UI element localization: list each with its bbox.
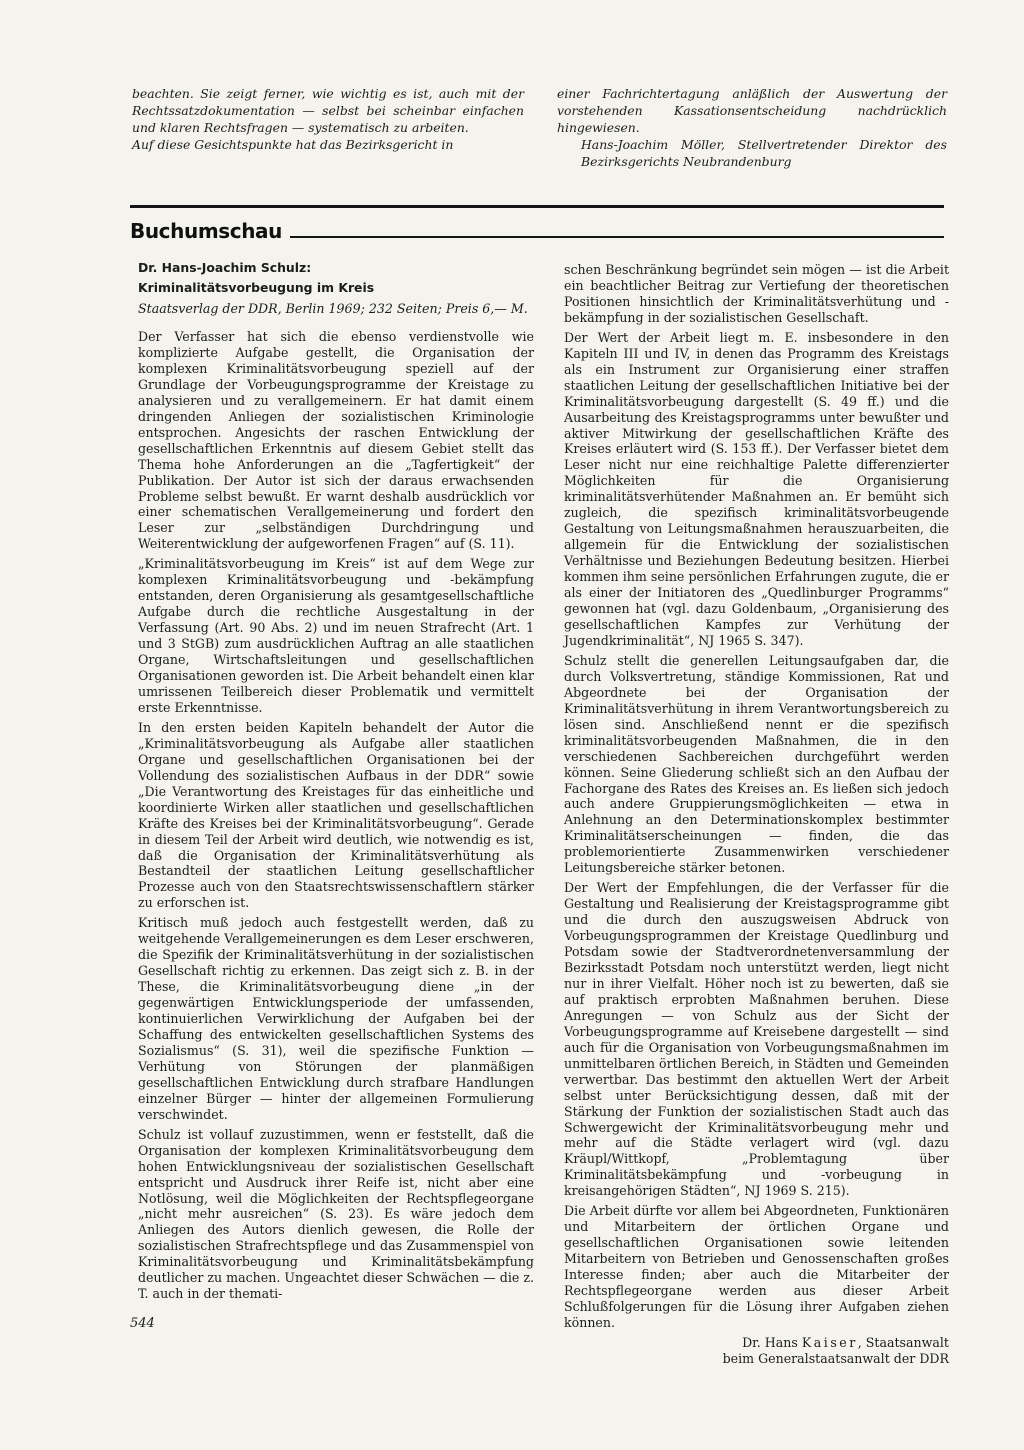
top-left-column: [132, 86, 524, 154]
signature-line-2: beim Generalstaatsanwalt der DDR: [722, 1350, 949, 1366]
top-right-paragraph: einer Fachrichtertagung anläßlich der Auswertung der vorstehenden Kassationsentscheidung nachdrücklich hingewiesen.: [557, 86, 947, 135]
right-paragraph: Der Wert der Empfehlungen, die der Verfasser für die Gestaltung und Realisierung der Kreistagsprogramme gibt und die durch den auszugsweisen Abdruck von Vorbeugungsprogrammen der Kreistage Quedlinburg und Potsdam sowie der Stadtverordnetenversammlung der Bezirksstadt Potsdam noch unterstützt werden, liegt nicht nur in ihrer Vielfalt. Höher noch ist zu bewerten, daß sie auf praktisch erprobten Maßnahmen beruhen. Diese Anregungen — von Schulz aus der Sicht der Vorbeugungsprogramme auf Kreisebene dargestellt — sind auch für die Organisation von Vorbeugungsmaßnahmen im unmittelbaren örtlichen Bereich, in Städten und Gemeinden verwertbar. Das bestimmt den aktuellen Wert der Arbeit selbst unter Berücksichtigung dessen, daß mit der Stärkung der Funktion der sozialistischen Stadt auch das Schwergewicht der Kriminalitätsvorbeugung mehr und mehr auf die Städte verlagert wird (vgl. dazu Kräupl/Wittkopf, „Problemtagung über Kriminalitätsbekämpfung und -vorbeugung in kreisangehörigen Städten“, NJ 1969 S. 215).: [564, 880, 949, 1199]
section-title: Buchumschau: [130, 219, 282, 243]
signature-name: Kaiser: [801, 1334, 858, 1350]
section-rule-top: [130, 205, 944, 208]
right-paragraph: schen Beschränkung begründet sein mögen — ist die Arbeit ein beachtlicher Beitrag zur Vertiefung der theoretischen Positionen hinsichtlich der Kriminalitätsverhütung und -bekämpfung in der sozialistischen Gesellschaft.: [564, 262, 949, 325]
right-paragraph: Schulz stellt die generellen Leitungsaufgaben dar, die durch Volksvertretung, ständige Kommissionen, Rat und Abgeordnete bei der Organisation der Kriminalitätsverhütung in ihrem Verantwortungsbereich zu lösen sind. Anschließend nennt er die spezifisch kriminalitätsvorbeugenden Maßnahmen, die in den verschiedenen Sachbereichen durchgeführt werden können. Seine Gliederung schließt sich an den Aufbau der Fachorgane des Rates des Kreises an. Es ließen sich jedoch auch andere Gruppierungsmöglichkeiten — etwa in Anlehnung an den Determinationskomplex bestimmter Kriminalitätserscheinungen — finden, die das problemorientierte Zusammenwirken verschiedener Leitungsbereiche stärker betonen.: [564, 652, 949, 876]
signature-line-1: Dr. Hans Kaiser, Staatsanwalt: [742, 1334, 949, 1350]
top-left-paragraph: beachten. Sie zeigt ferner, wie wichtig es ist, auch mit der Rechtssatzdokumentation — selbst bei scheinbar einfachen und klaren Rechtsfragen — systematisch zu arbeiten.: [132, 86, 524, 135]
book-publisher: Staatsverlag der DDR, Berlin 1969; 232 Seiten; Preis 6,— M.: [138, 301, 528, 316]
left-paragraph: „Kriminalitätsvorbeugung im Kreis“ ist auf dem Wege zur komplexen Kriminalitätsvorbeugung und -bekämpfung entstanden, deren Organisierung als gesamtgesellschaftliche Aufgabe durch die rechtliche Ausgestaltung in der Verfassung (Art. 90 Abs. 2) und im neuen Strafrecht (Art. 1 und 3 StGB) zum ausdrücklichen Auftrag an alle staatlichen Organe, Wirtschaftsleitungen und gesellschaftlichen Organisationen geworden ist. Die Arbeit behandelt einen klar umrissenen Teilbereich dieser Problematik und vermittelt erste Erkenntnisse.: [138, 556, 534, 715]
right-paragraph: Die Arbeit dürfte vor allem bei Abgeordneten, Funktionären und Mitarbeitern der örtlichen Organe und gesellschaftlichen Organisationen sowie leitenden Mitarbeitern von Betrieben und Genossenschaften großes Interesse finden; aber auch die Mitarbeiter der Rechtspflegeorgane werden aus dieser Arbeit Schlußfolgerungen für die Lösung ihrer Aufgaben ziehen können.: [564, 1203, 949, 1330]
top-right-column: [557, 86, 947, 171]
page-number: 544: [130, 1316, 155, 1331]
review-left-column: [138, 258, 534, 1306]
left-paragraph: Der Verfasser hat sich die ebenso verdienstvolle wie komplizierte Aufgabe gestellt, die Organisation der komplexen Kriminalitätsvorbeugung speziell auf der Grundlage der Vorbeugungsprogramme der Kreistage zu analysieren und zu verallgemeinern. Er hat damit einem dringenden Anliegen der sozialistischen Kriminologie entsprochen. Angesichts der raschen Entwicklung der gesellschaftlichen Erkenntnis auf diesem Gebiet stellt das Thema hohe Anforderungen an die „Tagfertigkeit“ der Publikation. Der Autor ist sich der daraus erwachsenden Probleme selbst bewußt. Er warnt deshalb ausdrücklich vor einer schematischen Verallgemeinerung und fordert den Leser zur „selbständigen Durchdringung und Weiterentwicklung der aufgeworfenen Fragen“ auf (S. 11).: [138, 329, 534, 552]
section-rule-title: [290, 236, 944, 238]
top-signature: Hans-Joachim Möller, Stellvertretender Direktor des Bezirksgerichts Neubrandenburg: [581, 136, 947, 169]
review-right-column: [564, 262, 949, 1367]
top-left-paragraph-2: Auf diese Gesichtspunkte hat das Bezirksgericht in: [132, 136, 454, 152]
left-paragraph: Schulz ist vollauf zuzustimmen, wenn er feststellt, daß die Organisation der komplexen Kriminalitätsvorbeugung dem hohen Entwicklungsniveau der sozialistischen Gesellschaft entspricht und Ausdruck ihrer Reife ist, nicht aber eine Notlösung, weil die Möglichkeiten der Rechtspflegeorgane „nicht mehr ausreichen“ (S. 23). Es wäre jedoch dem Anliegen des Autors dienlich gewesen, die Rolle der sozialistischen Strafrechtspflege und das Zusammenspiel von Kriminalitätsvorbeugung und Kriminalitätsbekämpfung deutlicher zu machen. Ungeachtet dieser Schwächen — die z. T. auch in der themati-: [138, 1126, 534, 1302]
right-paragraph: Der Wert der Arbeit liegt m. E. insbesondere in den Kapiteln III und IV, in denen das Programm des Kreistags als ein Instrument zur Organisierung einer straffen staatlichen Leitung der gesellschaftlichen Initiative bei der Kriminalitätsvorbeugung dargestellt (S. 49 ff.) und die Ausarbeitung des Kreistagsprogramms unter bewußter und aktiver Mitwirkung der gesellschaftlichen Kräfte des Kreises erläutert wird (S. 153 ff.). Der Verfasser bietet dem Leser nicht nur eine reichhaltige Palette differenzierter Möglichkeiten für die Organisierung kriminalitätsverhütender Maßnahmen an. Er bemüht sich zugleich, die spezifisch kriminalitätsvorbeugende Gestaltung von Leitungsmaßnahmen herauszuarbeiten, die allgemein für die Entwicklung der sozialistischen Verhältnisse und Beziehungen Bedeutung besitzen. Hierbei kommen ihm seine persönlichen Erfahrungen zugute, die er als einer der Initiatoren des „Quedlinburger Programms“ gewonnen hat (vgl. dazu Goldenbaum, „Organisierung des gesellschaftlichen Kampfes zur Verhütung der Jugendkriminalität“, NJ 1965 S. 347).: [564, 329, 949, 648]
left-paragraph: Kritisch muß jedoch auch festgestellt werden, daß zu weitgehende Verallgemeinerungen es dem Leser erschweren, die Spezifik der Kriminalitätsverhütung in der sozialistischen Gesellschaft richtig zu erkennen. Das zeigt sich z. B. in der These, die Kriminalitätsvorbeugung diene „in der gegenwärtigen Entwicklungsperiode der umfassenden, kontinuierlichen Verwirklichung der Aufgaben bei der Schaffung des entwickelten gesellschaftlichen Systems des Sozialismus“ (S. 31), weil die spezifische Funktion — Verhütung von Störungen der planmäßigen gesellschaftlichen Entwicklung durch strafbare Handlungen einzelner Bürger — hinter der allgemeinen Formulierung verschwindet.: [138, 915, 534, 1122]
book-title: Kriminalitätsvorbeugung im Kreis: [138, 280, 375, 295]
review-signature: [564, 1335, 949, 1367]
book-author: Dr. Hans-Joachim Schulz:: [138, 260, 312, 275]
left-paragraph: In den ersten beiden Kapiteln behandelt der Autor die „Kriminalitätsvorbeugung als Aufgabe aller staatlichen Organe und gesellschaftlichen Organisationen bei der Vollendung des sozialistischen Aufbaus in der DDR“ sowie „Die Verantwortung des Kreistages für das einheitliche und koordinierte Wirken aller staatlichen und gesellschaftlichen Kräfte des Kreises bei der Kriminalitätsvorbeugung“. Gerade in diesem Teil der Arbeit wird deutlich, wie notwendig es ist, daß die Organisation der Kriminalitätsverhütung als Bestandteil der staatlichen Leitung gesellschaftlicher Prozesse auch von den Staatsrechtswissenschaftlern stärker zu erforschen ist.: [138, 719, 534, 911]
